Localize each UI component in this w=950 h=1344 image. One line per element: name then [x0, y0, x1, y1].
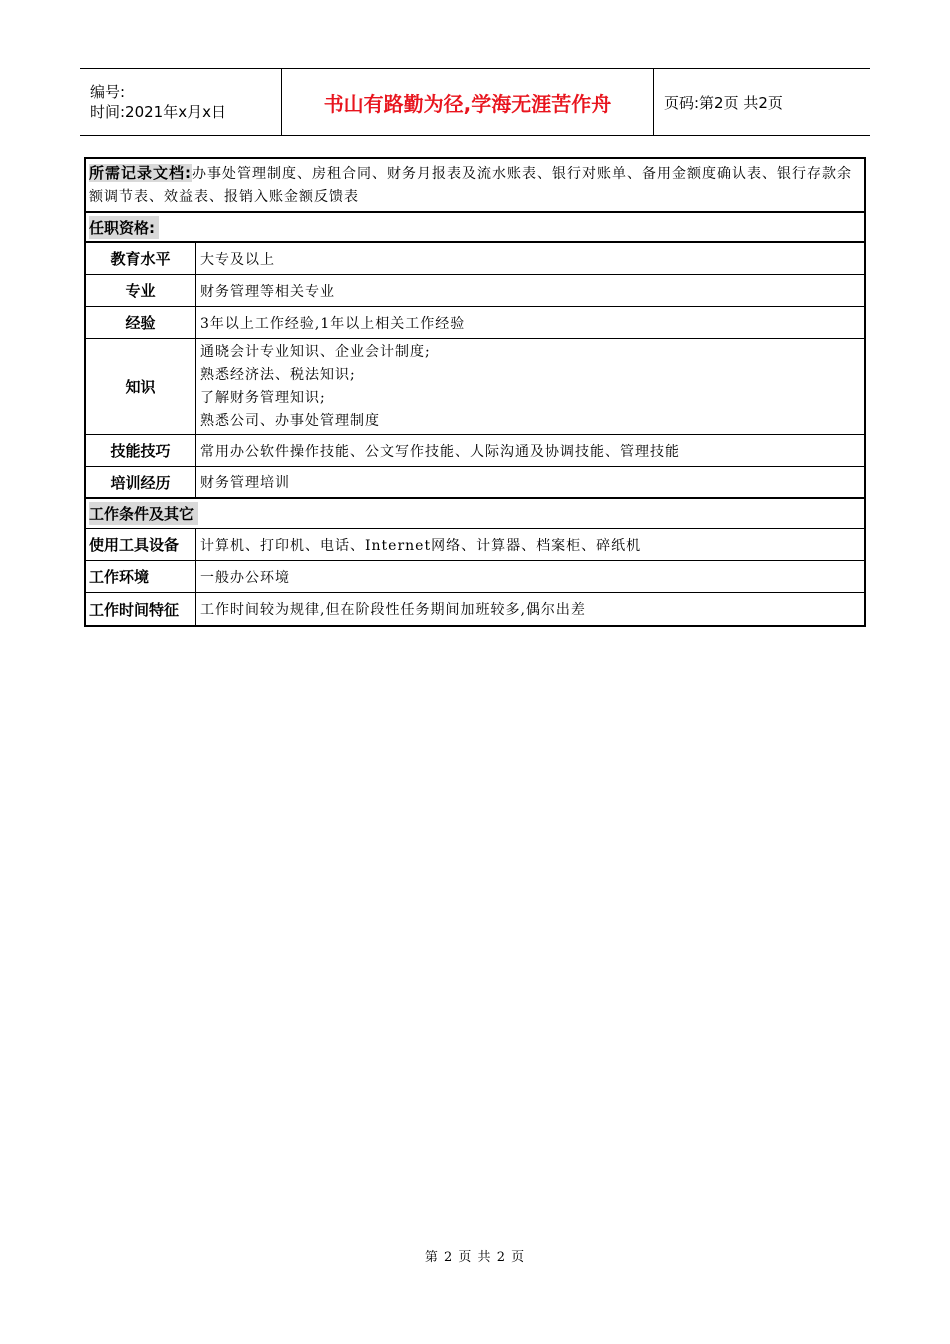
qualifications-heading-row	[86, 213, 864, 243]
equipment-label: 使用工具设备	[86, 529, 196, 560]
education-label: 教育水平	[86, 243, 196, 274]
equipment-value: 计算机、打印机、电话、Internet网络、计算器、档案柜、碎纸机	[200, 537, 642, 554]
table-row	[86, 275, 864, 307]
required-documents-row	[86, 159, 864, 213]
header-page-info: 页码:第2页 共2页	[664, 93, 783, 112]
page-footer: 第 2 页 共 2 页	[424, 1250, 526, 1265]
table-row	[86, 561, 864, 593]
knowledge-line: 了解财务管理知识;	[200, 389, 326, 406]
document-number-label: 编号:	[90, 83, 126, 101]
major-value: 财务管理等相关专业	[200, 283, 335, 300]
knowledge-label: 知识	[86, 339, 196, 434]
knowledge-line: 通晓会计专业知识、企业会计制度;	[200, 343, 431, 360]
job-description-table	[84, 157, 866, 627]
environment-label: 工作环境	[86, 561, 196, 592]
knowledge-line: 熟悉公司、办事处管理制度	[200, 412, 380, 429]
table-row	[86, 243, 864, 275]
training-value: 财务管理培训	[200, 475, 290, 491]
environment-value: 一般办公环境	[200, 569, 290, 586]
education-value: 大专及以上	[200, 251, 275, 268]
skills-label: 技能技巧	[86, 435, 196, 466]
work-hours-label: 工作时间特征	[86, 593, 196, 625]
table-row	[86, 529, 864, 561]
training-label: 培训经历	[86, 467, 196, 497]
major-label: 专业	[86, 275, 196, 306]
table-row	[86, 593, 864, 625]
header-motto: 书山有路勤为径,学海无涯苦作舟	[282, 69, 654, 135]
work-hours-value: 工作时间较为规律,但在阶段性任务期间加班较多,偶尔出差	[200, 602, 586, 618]
knowledge-line: 熟悉经济法、税法知识;	[200, 366, 356, 383]
skills-value: 常用办公软件操作技能、公文写作技能、人际沟通及协调技能、管理技能	[200, 443, 680, 460]
experience-label: 经验	[86, 307, 196, 338]
required-documents-label: 所需记录文档:	[89, 164, 192, 182]
document-date: 时间:2021年x月x日	[90, 103, 226, 121]
required-documents-text: 办事处管理制度、房租合同、财务月报表及流水账表、银行对账单、备用金额度确认表、银行存款余额调节表、效益表、报销入账金额反馈表	[89, 166, 852, 205]
conditions-heading-row	[86, 499, 864, 529]
table-row	[86, 307, 864, 339]
experience-value: 3年以上工作经验,1年以上相关工作经验	[200, 315, 466, 332]
qualifications-heading: 任职资格:	[89, 216, 159, 239]
table-row	[86, 435, 864, 467]
conditions-heading: 工作条件及其它	[89, 502, 198, 525]
page-header	[80, 68, 870, 136]
table-row	[86, 467, 864, 499]
table-row	[86, 339, 864, 435]
knowledge-value	[196, 339, 864, 434]
header-meta	[80, 69, 282, 135]
